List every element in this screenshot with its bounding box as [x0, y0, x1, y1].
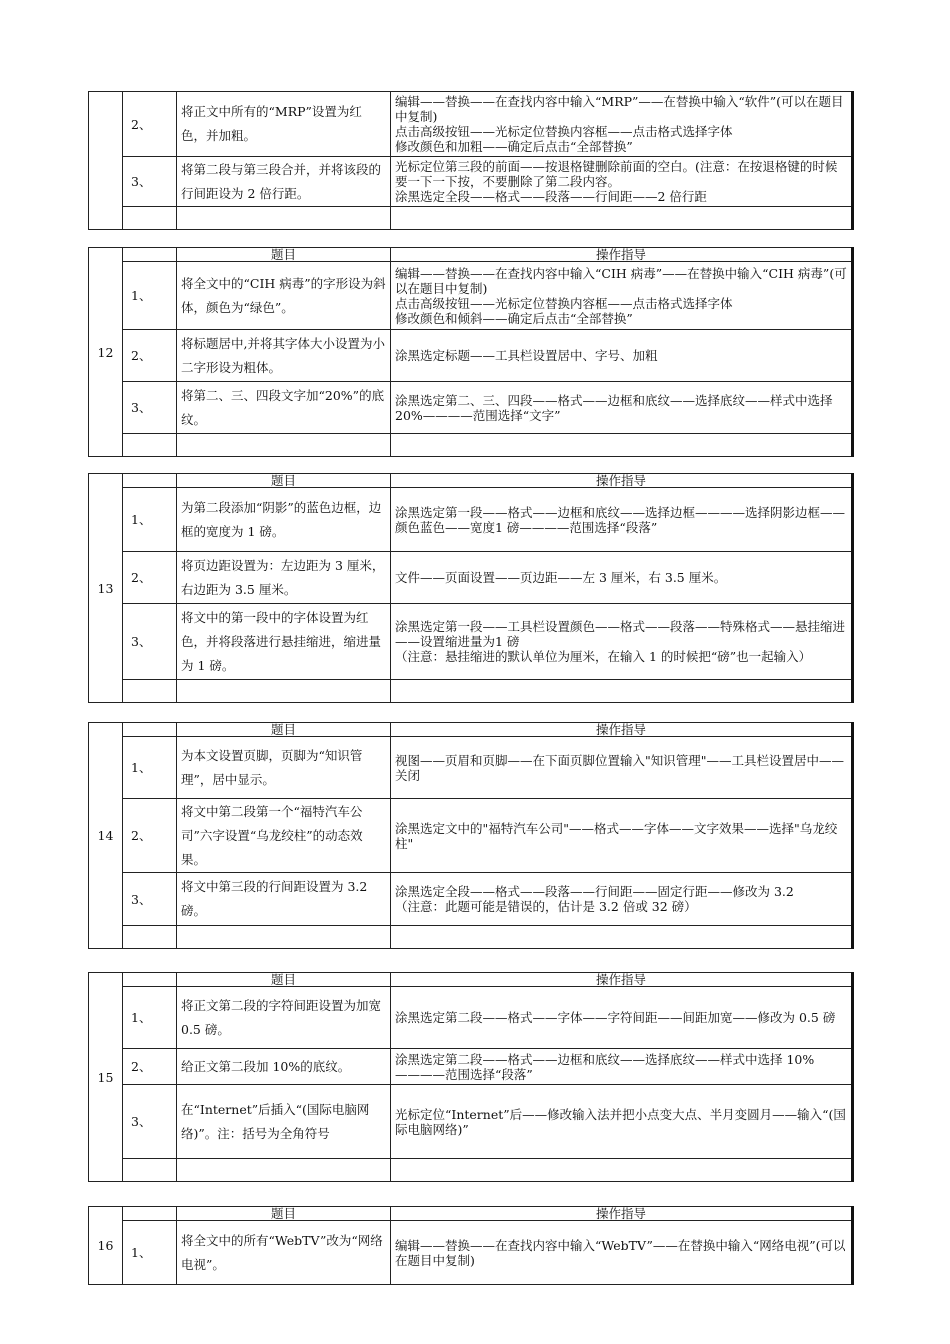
exercise-table-15 — [88, 972, 854, 1182]
item-question: 将页边距设置为：左边距为 3 厘米，右边距为 3.5 厘米。 — [177, 552, 391, 604]
item-question: 将第二段与第三段合并，并将该段的行间距设为 2 倍行距。 — [177, 157, 391, 207]
empty-cell — [123, 680, 177, 703]
item-index: 2、 — [123, 1049, 177, 1085]
item-guide: 编辑——替换——在查找内容中输入“WebTV”——在替换中输入“网络电视”(可以在题目中复制) — [391, 1221, 853, 1285]
header-blank — [123, 1207, 177, 1221]
item-guide: 文件——页面设置——页边距——左 3 厘米，右 3.5 厘米。 — [391, 552, 853, 604]
header-guide: 操作指导 — [391, 973, 853, 987]
exercise-table-12 — [88, 247, 854, 457]
exercise-number: 13 — [89, 474, 123, 703]
empty-cell — [391, 434, 853, 457]
item-question: 在“Internet”后插入“(国际电脑网络)”。注：括号为全角符号 — [177, 1085, 391, 1159]
empty-cell — [391, 680, 853, 703]
empty-cell — [123, 207, 177, 230]
empty-cell — [391, 926, 853, 949]
empty-cell — [123, 1159, 177, 1182]
item-question: 将文中的第一段中的字体设置为红色，并将段落进行悬挂缩进，缩进量为 1 磅。 — [177, 604, 391, 680]
item-question: 将全文中的所有“WebTV”改为“网络电视”。 — [177, 1221, 391, 1285]
item-question: 将第二、三、四段文字加“20%”的底纹。 — [177, 382, 391, 434]
item-guide: 涂黑选定第一段——工具栏设置颜色——格式——段落——特殊格式——悬挂缩进——设置缩进量为1 磅 （注意：悬挂缩进的默认单位为厘米，在输入 1 的时候把“磅”也一起输入） — [391, 604, 853, 680]
item-index: 3、 — [123, 157, 177, 207]
item-question: 为本文设置页脚，页脚为“知识管理”，居中显示。 — [177, 737, 391, 799]
empty-cell — [123, 926, 177, 949]
item-index: 2、 — [123, 799, 177, 873]
empty-cell — [177, 1159, 391, 1182]
header-guide: 操作指导 — [391, 474, 853, 488]
empty-cell — [391, 1159, 853, 1182]
empty-cell — [123, 434, 177, 457]
guide-line: 编辑——替换——在查找内容中输入“MRP”——在替换中输入“软件”(可以在题目中复制) 点击高级按钮——光标定位替换内容框——点击格式选择字体 修改颜色和加粗——确定后点击“全部替换” — [395, 94, 844, 154]
empty-cell — [177, 926, 391, 949]
item-question: 将正文第二段的字符间距设置为加宽 0.5 磅。 — [177, 987, 391, 1049]
exercise-table-13 — [88, 473, 854, 703]
header-guide: 操作指导 — [391, 248, 853, 262]
item-guide: 涂黑选定文中的"福特汽车公司"——格式——字体——文字效果——选择"乌龙绞柱" — [391, 799, 853, 873]
item-index: 3、 — [123, 604, 177, 680]
item-guide: 涂黑选定全段——格式——段落——行间距——固定行距——修改为 3.2 （注意：此题可能是错误的，估计是 3.2 倍或 32 磅） — [391, 873, 853, 926]
item-index: 1、 — [123, 488, 177, 552]
exercise-number: 16 — [89, 1207, 123, 1285]
header-topic: 题目 — [177, 248, 391, 262]
header-topic: 题目 — [177, 1207, 391, 1221]
item-guide: 涂黑选定标题——工具栏设置居中、字号、加粗 — [391, 330, 853, 382]
empty-cell — [177, 434, 391, 457]
exercise-table-16 — [88, 1206, 854, 1285]
item-guide: 涂黑选定第二段——格式——边框和底纹——选择底纹——样式中选择 10%————范围选择“段落” — [391, 1049, 853, 1085]
item-question: 为第二段添加“阴影”的蓝色边框，边框的宽度为 1 磅。 — [177, 488, 391, 552]
item-guide: 涂黑选定第一段——格式——边框和底纹——选择边框————选择阴影边框——颜色蓝色——宽度1 磅————范围选择“段落” — [391, 488, 853, 552]
header-blank — [123, 973, 177, 987]
exercise-number: 12 — [89, 248, 123, 457]
header-guide: 操作指导 — [391, 723, 853, 737]
item-question: 将标题居中,并将其字体大小设置为小二字形设为粗体。 — [177, 330, 391, 382]
header-topic: 题目 — [177, 474, 391, 488]
header-blank — [123, 248, 177, 262]
header-topic: 题目 — [177, 973, 391, 987]
exercise-number: 14 — [89, 723, 123, 949]
item-index: 3、 — [123, 382, 177, 434]
item-question: 将文中第二段第一个“福特汽车公司”六字设置“乌龙绞柱”的动态效果。 — [177, 799, 391, 873]
item-index: 1、 — [123, 262, 177, 330]
header-blank — [123, 723, 177, 737]
item-guide: 光标定位第三段的前面——按退格键删除前面的空白。(注意：在按退格键的时候要一下一下按，不要删除了第二段内容。 涂黑选定全段——格式——段落——行间距——2 倍行距 — [391, 157, 853, 207]
empty-cell — [177, 680, 391, 703]
exercise-table-continued — [88, 91, 854, 230]
item-index: 2、 — [123, 92, 177, 157]
item-index: 1、 — [123, 1221, 177, 1285]
item-question: 给正文第二段加 10%的底纹。 — [177, 1049, 391, 1085]
item-guide — [391, 92, 853, 157]
item-question: 将全文中的“CIH 病毒”的字形设为斜体，颜色为“绿色”。 — [177, 262, 391, 330]
item-index: 1、 — [123, 987, 177, 1049]
header-topic: 题目 — [177, 723, 391, 737]
empty-cell — [391, 207, 853, 230]
exercise-table-14 — [88, 722, 854, 949]
item-guide: 涂黑选定第二、三、四段——格式——边框和底纹——选择底纹——样式中选择 20%————范围选择“文字” — [391, 382, 853, 434]
item-guide: 编辑——替换——在查找内容中输入“CIH 病毒”——在替换中输入“CIH 病毒”(可以在题目中复制) 点击高级按钮——光标定位替换内容框——点击格式选择字体 修改颜色和倾斜——确定后点击“全部替换” — [391, 262, 853, 330]
item-index: 3、 — [123, 873, 177, 926]
item-question: 将正文中所有的“MRP”设置为红色，并加粗。 — [177, 92, 391, 157]
item-guide: 视图——页眉和页脚——在下面页脚位置输入"知识管理"——工具栏设置居中——关闭 — [391, 737, 853, 799]
item-guide: 涂黑选定第二段——格式——字体——字符间距——间距加宽——修改为 0.5 磅 — [391, 987, 853, 1049]
item-index: 2、 — [123, 330, 177, 382]
empty-cell — [177, 207, 391, 230]
header-guide: 操作指导 — [391, 1207, 853, 1221]
header-blank — [123, 474, 177, 488]
item-guide: 光标定位“Internet”后——修改输入法并把小点变大点、半月变圆月——输入“(国际电脑网络)” — [391, 1085, 853, 1159]
item-index: 2、 — [123, 552, 177, 604]
exercise-number — [89, 92, 123, 230]
item-question: 将文中第三段的行间距设置为 3.2 磅。 — [177, 873, 391, 926]
item-index: 3、 — [123, 1085, 177, 1159]
exercise-number: 15 — [89, 973, 123, 1182]
item-index: 1、 — [123, 737, 177, 799]
